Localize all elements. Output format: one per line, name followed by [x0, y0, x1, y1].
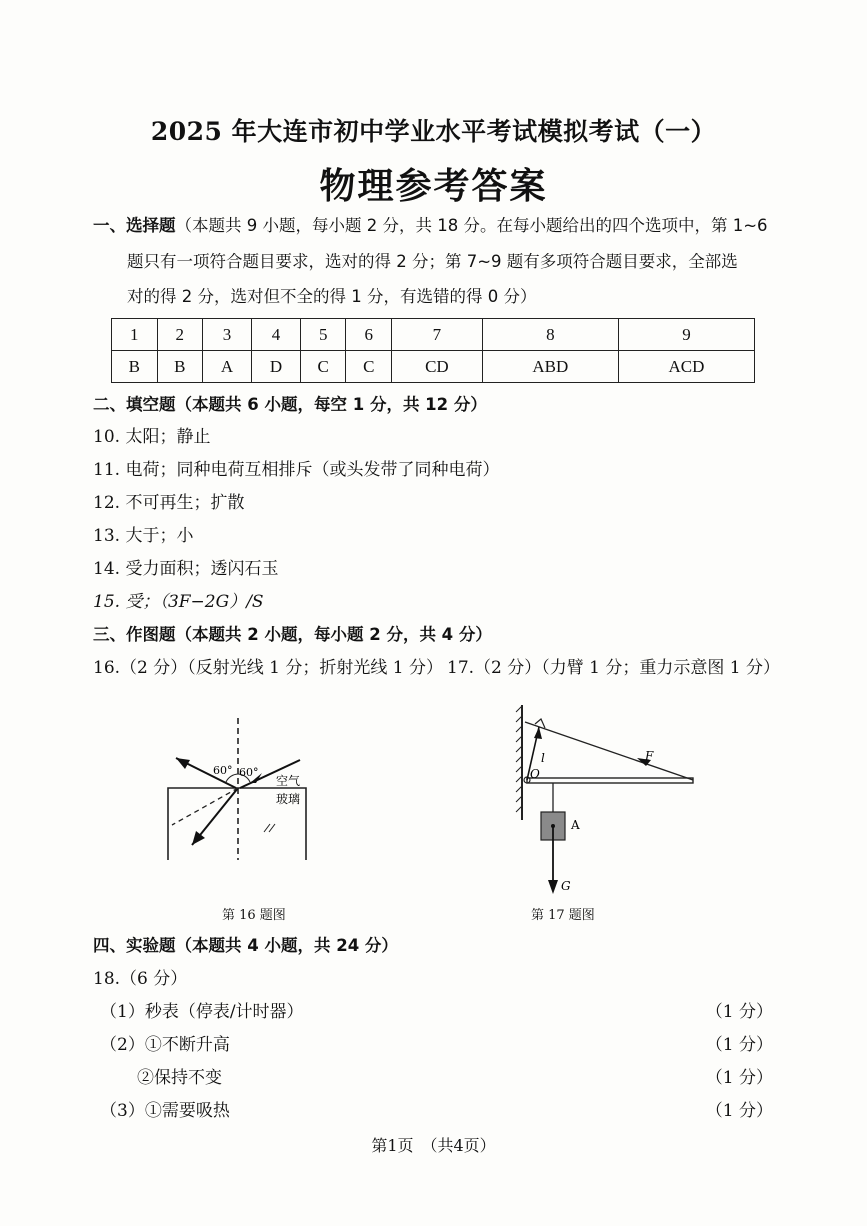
reflected-arrow-icon: [176, 758, 190, 769]
hatch-mark: [269, 824, 275, 832]
answer-row: [112, 351, 755, 383]
question-number: 8: [482, 319, 618, 351]
answer-item: 11. 电荷；同种电荷互相排斥（或头发带了同种电荷）: [93, 460, 500, 480]
rope-line: [525, 722, 693, 780]
page-footer: 第1页 （共4页）: [371, 1136, 496, 1155]
answer-cell: ACD: [618, 351, 754, 383]
answer-cell: A: [203, 351, 252, 383]
answer-item: 14. 受力面积；透闪石玉: [93, 559, 279, 579]
section1-intro: [93, 208, 783, 315]
answer-row-score: （1 分）: [705, 1002, 773, 1022]
answer-key-subtitle: 物理参考答案: [319, 165, 548, 207]
answer-cell: B: [112, 351, 158, 383]
question-number: 9: [618, 319, 754, 351]
block-label: A: [571, 818, 580, 832]
arm-label: l: [541, 751, 545, 765]
section1-intro-line: 题只有一项符合题目要求，选对的得 2 分；第 7~9 题有多项符合题目要求，全部选: [127, 251, 738, 271]
hatch-mark: [264, 824, 270, 832]
q17-scoring: 17.（2 分）（力臂 1 分；重力示意图 1 分）: [447, 658, 781, 678]
answer-row-score: （1 分）: [705, 1068, 773, 1088]
figure-16-light-diagram: [150, 710, 330, 870]
answer-cell: CD: [392, 351, 483, 383]
question-number-row: [112, 319, 755, 351]
answer-row-text: ②保持不变: [137, 1068, 222, 1088]
answer-row-text: （2）①不断升高: [100, 1035, 230, 1055]
answer-row-text: （3）①需要吸热: [100, 1101, 230, 1121]
force-label: F: [645, 749, 654, 763]
answer-cell: ABD: [482, 351, 618, 383]
answer-item: 15. 受；（3F−2G）/S: [93, 592, 264, 612]
question-number: 5: [300, 319, 346, 351]
answer-row-score: （1 分）: [705, 1035, 773, 1055]
answer-cell: D: [252, 351, 301, 383]
gravity-arrow-icon: [548, 880, 558, 894]
section3-heading: 三、作图题（本题共 2 小题，每小题 2 分，共 4 分）: [93, 625, 492, 644]
answer-row-text: （1）秒表（停表/计时器）: [100, 1002, 304, 1022]
section1-intro-line: 对的得 2 分，选对但不全的得 1 分，有选错的得 0 分）: [127, 287, 537, 306]
question-number: 7: [392, 319, 483, 351]
multiple-choice-answer-table: [111, 318, 755, 383]
extension-dashed-line: [172, 788, 238, 825]
air-label: 空气: [276, 774, 301, 788]
glass-label: 玻璃: [276, 792, 301, 806]
figure-16-caption: 第 16 题图: [222, 908, 286, 923]
answer-item: 13. 大于；小: [93, 526, 194, 546]
exam-title: 2025 年大连市初中学业水平考试模拟考试（一）: [150, 117, 717, 146]
pivot-label: O: [530, 767, 540, 781]
q18-label: 18.（6 分）: [93, 969, 188, 989]
section4-heading: 四、实验题（本题共 4 小题，共 24 分）: [93, 936, 398, 955]
question-number: 4: [252, 319, 301, 351]
answer-item: 12. 不可再生；扩散: [93, 493, 245, 513]
angle-label-2: 60°: [239, 766, 259, 779]
section1-label: 一、选择题: [93, 216, 176, 235]
answer-cell: B: [157, 351, 203, 383]
question-number: 3: [203, 319, 252, 351]
question-number: 6: [346, 319, 392, 351]
answer-item: 10. 太阳；静止: [93, 427, 211, 447]
refracted-arrow-icon: [192, 831, 205, 845]
angle-label-1: 60°: [213, 764, 233, 777]
figure-17-lever-diagram: [505, 700, 705, 900]
section2-heading: 二、填空题（本题共 6 小题，每空 1 分，共 12 分）: [93, 395, 487, 414]
question-number: 1: [112, 319, 158, 351]
answer-cell: C: [300, 351, 346, 383]
lever-bar: [527, 778, 693, 783]
section1-intro-line: （本题共 9 小题，每小题 2 分，共 18 分。在每小题给出的四个选项中，第 1~6: [175, 216, 768, 235]
answer-cell: C: [346, 351, 392, 383]
gravity-label: G: [561, 879, 571, 893]
question-number: 2: [157, 319, 203, 351]
answer-row-score: （1 分）: [705, 1101, 773, 1121]
figure-17-caption: 第 17 题图: [531, 908, 595, 923]
q16-scoring: 16.（2 分）（反射光线 1 分；折射光线 1 分）: [93, 658, 444, 678]
